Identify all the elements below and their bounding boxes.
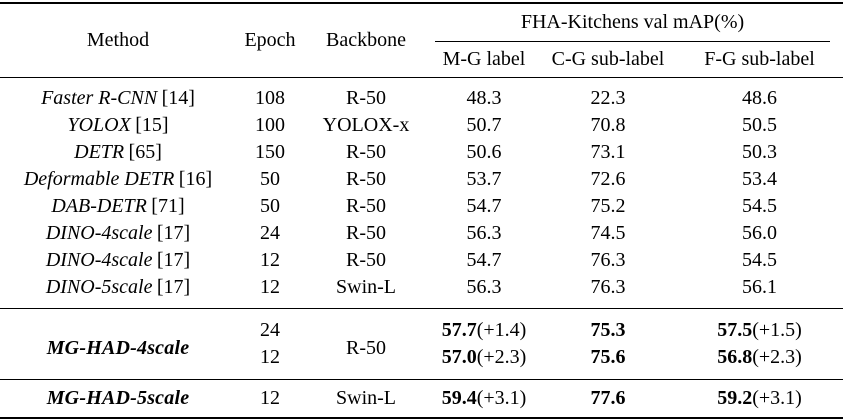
method-cell (0, 78, 236, 113)
cg-value-bold: 75.6 (590, 346, 626, 368)
method-name: DAB-DETR (51, 195, 147, 217)
col-header-backbone: Backbone (326, 29, 406, 51)
sub-header-mg-label: M-G label (442, 48, 526, 70)
method-cell (0, 193, 236, 220)
method-cell (0, 274, 236, 309)
epoch-cell: 24 (260, 222, 280, 244)
cg-value: 76.3 (590, 249, 626, 271)
citation-ref: [65] (128, 141, 162, 163)
sub-header-fg-sub-label: F-G sub-label (704, 48, 815, 70)
cg-value: 70.8 (590, 114, 626, 136)
backbone-cell: R-50 (346, 141, 386, 163)
citation-ref: [71] (151, 195, 185, 217)
table-row (0, 220, 843, 247)
cg-value (540, 344, 676, 380)
mg-had-5scale-section (0, 380, 843, 419)
fg-delta: (+1.5) (752, 319, 802, 341)
mg-value (428, 380, 540, 419)
method-cell (0, 220, 236, 247)
col-header-epoch: Epoch (244, 29, 296, 51)
mg-value: 50.6 (466, 141, 502, 163)
mg-value: 50.7 (466, 114, 502, 136)
method-cell (0, 247, 236, 274)
mg-value (428, 344, 540, 380)
mg-value: 54.7 (466, 195, 502, 217)
fg-value: 50.5 (742, 114, 778, 136)
method-name: DINO-4scale (45, 222, 153, 244)
cg-value: 72.6 (590, 168, 626, 190)
fg-value: 54.5 (742, 195, 778, 217)
method-name: Faster R-CNN (41, 87, 158, 109)
cg-value: 74.5 (590, 222, 626, 244)
method-name: Deformable DETR (23, 168, 175, 190)
mg-value (428, 309, 540, 345)
citation-ref: [14] (161, 87, 195, 109)
epoch-cell: 12 (260, 346, 280, 368)
epoch-cell: 50 (260, 168, 280, 190)
method-cell: MG-HAD-4scale (46, 336, 190, 359)
backbone-cell: R-50 (346, 336, 386, 359)
mg-value-bold: 59.4 (441, 387, 477, 409)
method-cell (0, 139, 236, 166)
fg-value (676, 380, 843, 419)
backbone-cell: Swin-L (336, 276, 396, 298)
cg-value (540, 309, 676, 345)
method-cell (0, 166, 236, 193)
mg-delta: (+2.3) (476, 346, 527, 368)
mg-value-bold: 57.7 (441, 319, 477, 341)
mg-value: 54.7 (466, 249, 502, 271)
citation-ref: [15] (135, 114, 169, 136)
fg-value-bold: 56.8 (717, 346, 753, 368)
header-row-top (0, 3, 843, 42)
fg-value-bold: 57.5 (717, 319, 753, 341)
method-name: YOLOX (67, 114, 131, 136)
epoch-cell: 108 (255, 87, 285, 109)
epoch-cell: 150 (255, 141, 285, 163)
method-name: DINO-4scale (45, 249, 153, 271)
fg-value: 54.5 (742, 249, 778, 271)
mg-value: 48.3 (466, 87, 502, 109)
cg-value-bold: 75.3 (590, 319, 626, 341)
table-row (0, 193, 843, 220)
citation-ref: [17] (156, 276, 191, 298)
method-cell: MG-HAD-5scale (46, 387, 190, 409)
cg-value: 73.1 (590, 141, 626, 163)
fg-delta: (+3.1) (752, 387, 802, 409)
epoch-cell: 12 (260, 276, 280, 298)
fg-value (676, 344, 843, 380)
results-table (0, 2, 843, 419)
epoch-cell: 100 (255, 114, 285, 136)
table-row (0, 139, 843, 166)
mg-delta: (+1.4) (476, 319, 527, 341)
citation-ref: [17] (156, 249, 191, 271)
epoch-cell: 12 (260, 387, 280, 409)
citation-ref: [16] (178, 168, 213, 190)
col-header-method: Method (86, 29, 150, 51)
group-header-cell (428, 3, 843, 42)
backbone-cell: Swin-L (336, 387, 396, 409)
fg-value: 56.1 (742, 276, 778, 298)
table-row (0, 78, 843, 113)
fg-value-bold: 59.2 (717, 387, 753, 409)
mg-delta: (+3.1) (476, 387, 527, 409)
mg-had-4scale-section (0, 309, 843, 380)
fg-value: 56.0 (742, 222, 778, 244)
fg-value: 53.4 (742, 168, 778, 190)
fg-delta: (+2.3) (752, 346, 802, 368)
table-row (0, 112, 843, 139)
sub-header-cg-sub-label: C-G sub-label (551, 48, 665, 70)
mg-value: 53.7 (466, 168, 502, 190)
baseline-section (0, 78, 843, 309)
fg-value (676, 309, 843, 345)
mg-value: 56.3 (466, 222, 502, 244)
mg-value-bold: 57.0 (441, 346, 477, 368)
backbone-cell: YOLOX-x (322, 114, 410, 136)
cg-value: 75.2 (590, 195, 626, 217)
cg-value (540, 380, 676, 419)
fg-value: 50.3 (742, 141, 778, 163)
backbone-cell: R-50 (346, 168, 386, 190)
epoch-cell: 12 (260, 249, 280, 271)
citation-ref: [17] (156, 222, 191, 244)
method-name: DINO-5scale (45, 276, 153, 298)
method-cell (0, 112, 236, 139)
table-row (0, 309, 843, 345)
fg-value: 48.6 (742, 87, 778, 109)
backbone-cell: R-50 (346, 87, 386, 109)
backbone-cell: R-50 (346, 222, 386, 244)
cg-value: 76.3 (590, 276, 626, 298)
table-row (0, 380, 843, 419)
epoch-cell: 50 (260, 195, 280, 217)
mg-value: 56.3 (466, 276, 502, 298)
table-row (0, 247, 843, 274)
table-row (0, 166, 843, 193)
cg-value-bold: 77.6 (590, 387, 626, 409)
table-header (0, 3, 843, 78)
method-name: DETR (74, 141, 125, 163)
backbone-cell: R-50 (346, 249, 386, 271)
cg-value: 22.3 (590, 87, 626, 109)
table-row (0, 274, 843, 309)
group-header-fha-kitchens: FHA-Kitchens val mAP(%) (435, 4, 830, 42)
backbone-cell: R-50 (346, 195, 386, 217)
epoch-cell: 24 (260, 319, 280, 341)
